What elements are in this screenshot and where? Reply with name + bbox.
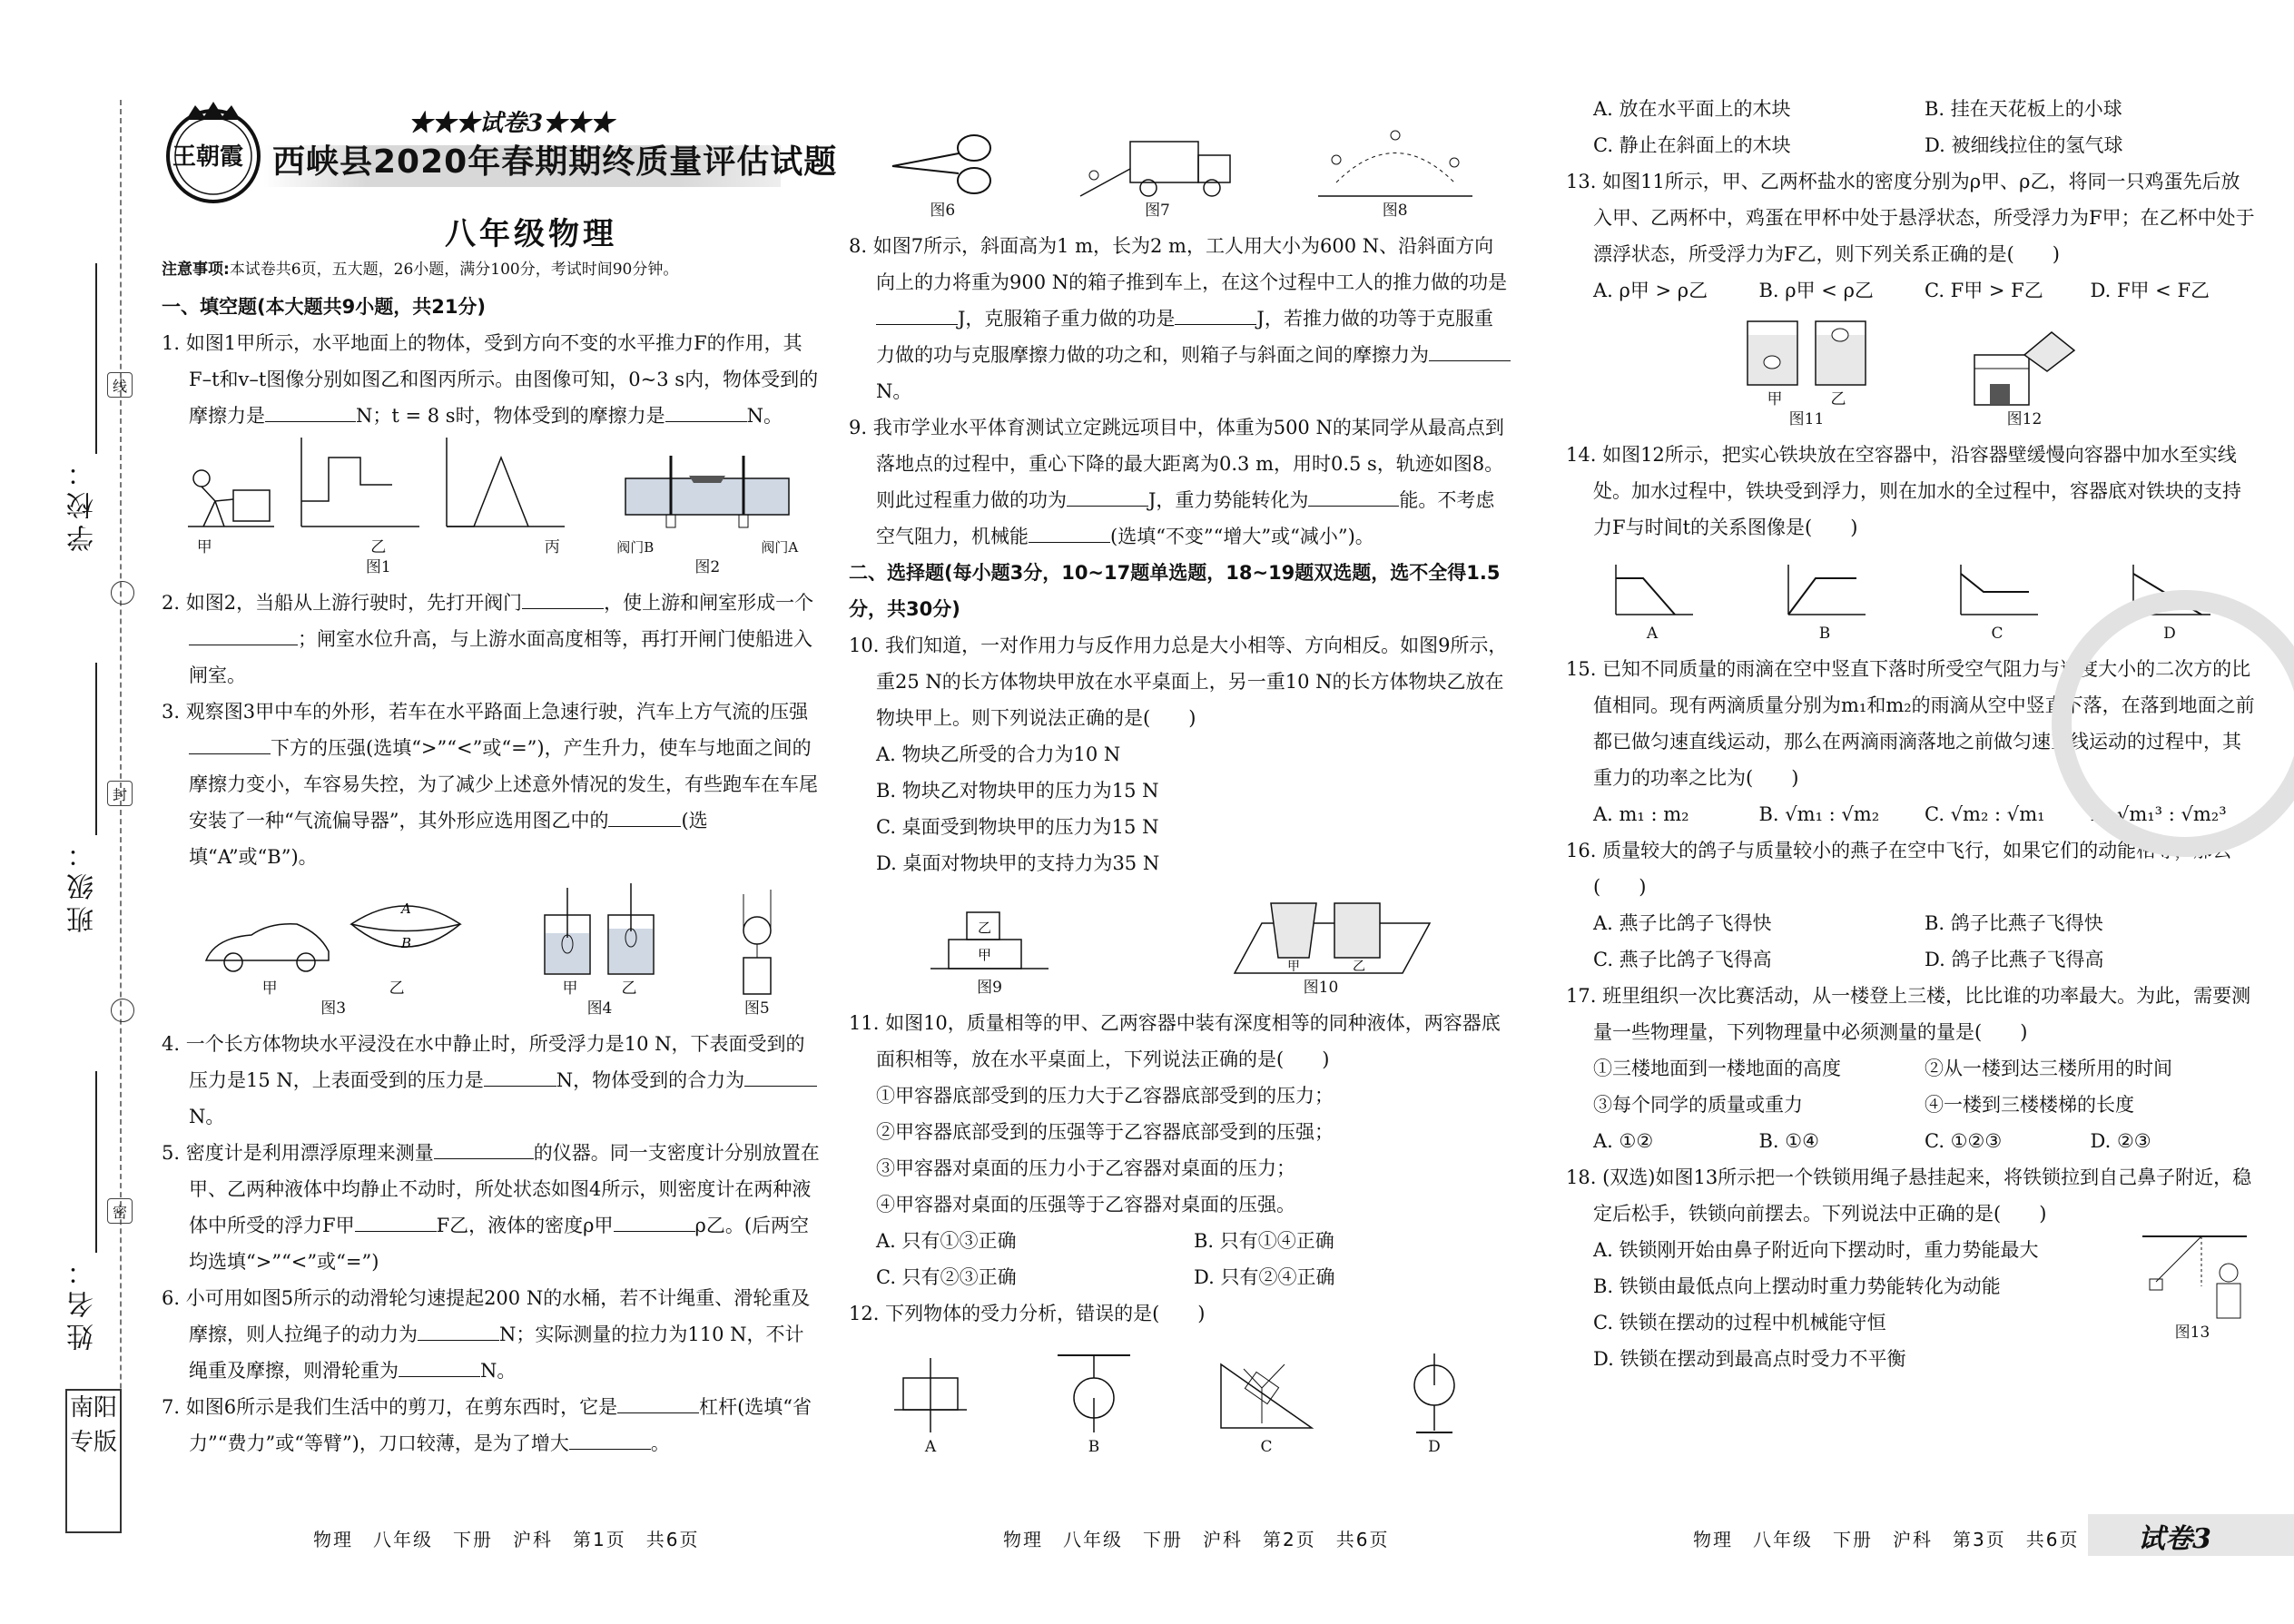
name-label: 姓名： (67, 1253, 99, 1351)
fig4-label-b: 乙 (621, 979, 637, 998)
q9-text-d: (选填“不变”“增大”或“减小”)。 (1110, 526, 1374, 547)
q12-option-b[interactable]: B. 挂在天花板上的小球 (1925, 98, 2122, 120)
fig5-caption: 图5 (743, 999, 770, 1018)
notice (162, 256, 820, 279)
q11-option-c[interactable]: C. 只有②③正确 (876, 1266, 1017, 1288)
q12-options-row1 (1593, 91, 2256, 127)
figure-11 (1743, 317, 1870, 429)
q7-text: 7. 如图6所示是我们生活中的剪刀，在剪东西时，它是 (162, 1396, 618, 1418)
q11-statement-2: ②甲容器底部受到的压强等于乙容器底部受到的压强； (876, 1121, 1334, 1143)
q10-option-a[interactable]: A. 物块乙所受的合力为10 N (876, 743, 1121, 765)
fig1-caption: 图1 (365, 558, 391, 576)
q12-figure-c (1216, 1351, 1316, 1457)
q12-label-d: D (1428, 1438, 1441, 1456)
question-13: 13. 如图11所示，甲、乙两杯盐水的密度分别为ρ甲、ρ乙，将同一只鸡蛋先后放入甲、乙两杯中，鸡蛋在甲杯中处于悬浮状态，所受浮力为F甲；在乙杯中处于漂浮状态，所受浮力为F乙，则下列关系正确的是( ) (1566, 171, 2255, 265)
question-2 (162, 585, 820, 694)
hole-circle (111, 581, 134, 605)
q3-text-b: 下方的压强(选填“>”“<”或“=”)，产生升力，使车与地面之间的摩擦力变小，车容易失控，为了减少上述意外情况的发生，有些跑车在车尾安装了一种“气流偏导器”，其外形应选用图乙中的 (189, 737, 818, 832)
question-12: 12. 下列物体的受力分析，错误的是( ) (849, 1303, 1206, 1324)
fig4-label-a: 甲 (562, 979, 578, 998)
figure-row-9-10 (849, 889, 1511, 998)
q18-option-c[interactable]: C. 铁锁在摆动的过程中机械能守恒 (1593, 1312, 1886, 1334)
q4-text-b: N，物体受到的合力为 (556, 1069, 745, 1091)
q14-graph-c (1952, 560, 2043, 644)
question-17: 17. 班里组织一次比赛活动，从一楼登上三楼，比比谁的功率最大。为此，需要测量一些物理量，下列物理量中必须测量的量是( ) (1566, 985, 2251, 1043)
q11-option-a[interactable]: A. 只有①③正确 (876, 1230, 1017, 1252)
q11-option-b[interactable]: B. 只有①④正确 (1194, 1230, 1334, 1252)
answer-blank[interactable] (744, 1066, 817, 1087)
seal-secret: 密 (107, 1198, 133, 1224)
q7-text-c: 。 (650, 1432, 670, 1454)
question-3 (162, 694, 820, 875)
q16-option-a[interactable]: A. 燕子比鸽子飞得快 (1593, 912, 1772, 934)
q18-option-d[interactable]: D. 铁锁在摆动到最高点时受力不平衡 (1593, 1348, 1906, 1370)
figure-5 (730, 890, 784, 1019)
q16-option-c[interactable]: C. 燕子比鸽子飞得高 (1593, 949, 1772, 970)
fig9-label-a: 甲 (978, 947, 992, 963)
q17-option-d[interactable]: D. ②③ (2090, 1130, 2151, 1152)
q13-options (1593, 272, 2256, 309)
fig9-caption: 图9 (977, 979, 1002, 997)
q15-option-a[interactable]: A. m₁ : m₂ (1593, 803, 1689, 825)
logo-text: 王朝霞 (172, 143, 244, 171)
class-line (95, 663, 97, 835)
fig1-label-a: 甲 (196, 538, 212, 556)
q17-option-a[interactable]: A. ①② (1593, 1130, 1654, 1152)
question-11: 11. 如图10，质量相等的甲、乙两容器中装有深度相等的同种液体，两容器底面积相等，放在水平桌面上，下列说法正确的是( ) (849, 1012, 1501, 1070)
q10-option-c[interactable]: C. 桌面受到物块甲的压力为15 N (876, 816, 1159, 838)
answer-blank[interactable] (617, 1393, 699, 1413)
hole-circle (111, 999, 134, 1022)
answer-blank[interactable] (522, 588, 604, 609)
q10-option-d[interactable]: D. 桌面对物块甲的支持力为35 N (876, 852, 1160, 874)
figure-row-q12 (849, 1339, 1511, 1457)
fig1-label-b: 乙 (370, 538, 387, 556)
q6-text-c: N。 (480, 1360, 517, 1382)
binding-strip (0, 0, 159, 1624)
q17-items-row2 (1593, 1087, 2256, 1123)
q8-text-d: N。 (876, 380, 912, 402)
q14-label-d: D (2163, 625, 2176, 643)
fig10-caption: 图10 (1303, 979, 1339, 997)
answer-blank[interactable] (399, 1356, 480, 1377)
q17-item-2: ②从一楼到达三楼所用的时间 (1925, 1058, 2172, 1079)
fig2-gate-a: 阀门A (761, 539, 799, 556)
figure-1 (183, 428, 574, 577)
q17-options (1593, 1123, 2256, 1159)
q9-text-c: 能。不考虑空气阻力，机械能 (876, 489, 1495, 547)
fig11-label-a: 甲 (1767, 390, 1783, 408)
question-16: 16. 质量较大的鸽子与质量较小的燕子在空中飞行，如果它们的动能相等，那么( ) (1566, 840, 2232, 898)
figure-4 (540, 879, 658, 1019)
name-line (95, 1071, 97, 1253)
notice-text: 本试卷共6页，五大题，26小题，满分100分，考试时间90分钟。 (229, 261, 679, 279)
q14-graph-a (1607, 560, 1698, 644)
q12-figure-b (1053, 1351, 1135, 1457)
answer-blank[interactable] (1175, 304, 1256, 325)
q16-options-row1 (1593, 905, 2256, 941)
q5-text-d: ρ乙。(后两空均选填“>”“<”或“=”) (189, 1215, 810, 1273)
fig4-caption: 图4 (586, 999, 613, 1018)
corner-badge-text: 试卷3 (2138, 1523, 2211, 1555)
answer-blank[interactable] (665, 401, 747, 422)
answer-blank[interactable] (1067, 486, 1148, 507)
fig6-caption: 图6 (930, 202, 956, 220)
paper-badge: ★★★试卷3★★★ (409, 110, 615, 137)
fig10-label-a: 甲 (1287, 960, 1300, 974)
answer-blank[interactable] (265, 401, 356, 422)
school-label: 学校： (67, 454, 99, 552)
q12-label-c: C (1260, 1438, 1273, 1456)
q6-text-b: N；实际测量的拉力为110 N，不计绳重及摩擦，则滑轮重为 (189, 1324, 804, 1382)
q17-option-c[interactable]: C. ①②③ (1925, 1130, 2003, 1152)
figure-9 (926, 905, 1053, 998)
column-1 (162, 289, 820, 1462)
q12-figure-a (890, 1351, 971, 1457)
q18-body (1566, 1232, 2256, 1377)
q16-options-row2 (1593, 941, 2256, 978)
figure-12 (1970, 328, 2079, 429)
answer-blank[interactable] (1029, 522, 1110, 543)
q12-label-b: B (1088, 1438, 1100, 1456)
question-18: 18. (双选)如图13所示把一个铁锁用绳子悬挂起来，将铁锁拉到自己鼻子附近，稳定后松手，铁锁向前摆去。下列说法中正确的是( ) (1566, 1166, 2252, 1225)
figure-6 (888, 128, 997, 221)
question-10: 10. 我们知道，一对作用力与反作用力总是大小相等、方向相反。如图9所示，重25 N的长方体物块甲放在水平桌面上，另一重10 N的长方体物块乙放在物块甲上。则下列说法正确的是( ) (849, 635, 1508, 729)
question-4 (162, 1026, 820, 1135)
q8-text-c: J，若推力做的功等于克服重力做的功与克服摩擦力做的功之和，则箱子与斜面之间的摩擦力为 (876, 308, 1493, 366)
answer-blank[interactable] (876, 304, 958, 325)
fig3-label-a: 甲 (261, 979, 278, 998)
q12-label-a: A (924, 1438, 937, 1456)
q15-option-c[interactable]: C. √m₂ : √m₁ (1925, 803, 2045, 825)
figure-row-1-2 (162, 441, 820, 577)
fig2-caption: 图2 (694, 558, 721, 576)
figure-row-11-12 (1566, 316, 2256, 429)
answer-blank[interactable] (569, 1429, 651, 1450)
fig9-label-b: 乙 (978, 920, 992, 936)
q2-text-c: ；闸室水位升高，与上游水面高度相等，再打开闸门使船进入闸室。 (189, 628, 812, 686)
q18-option-b[interactable]: B. 铁锁由最低点向上摆动时重力势能转化为动能 (1593, 1275, 2001, 1297)
q1-text-c: N。 (746, 405, 783, 427)
q17-item-1: ①三楼地面到一楼地面的高度 (1593, 1058, 1841, 1079)
figure-row-3-5 (162, 882, 820, 1019)
q11-options-row1 (876, 1223, 1511, 1259)
question-8 (849, 228, 1511, 409)
question-5 (162, 1135, 820, 1280)
seal-line: 线 (107, 372, 133, 398)
q5-text-c: F乙，液体的密度ρ甲 (436, 1215, 614, 1236)
region-tag: 南阳专版 (65, 1389, 122, 1533)
answer-blank[interactable] (1429, 340, 1511, 361)
q13-option-c[interactable]: C. F甲 > F乙 (1925, 280, 2043, 301)
q17-item-4: ④一楼到三楼楼梯的长度 (1925, 1094, 2134, 1116)
q14-label-c: C (1991, 625, 2004, 643)
q17-option-b[interactable]: B. ①④ (1758, 1130, 1819, 1152)
q14-graph-b (1779, 560, 1870, 644)
seal-seal: 封 (107, 781, 133, 806)
answer-blank[interactable] (355, 1211, 437, 1232)
footer-page-3: 物理 八年级 下册 沪科 第3页 共6页 (1693, 1529, 2080, 1550)
answer-blank[interactable] (608, 806, 681, 827)
answer-blank[interactable] (1308, 486, 1399, 507)
q5-text: 5. 密度计是利用漂浮原理来测量 (162, 1142, 434, 1164)
q9-text-b: J，重力势能转化为 (1148, 489, 1309, 511)
q17-item-3: ③每个同学的质量或重力 (1593, 1094, 1803, 1116)
school-line (95, 263, 97, 454)
figure-10 (1207, 896, 1434, 998)
exam-title: 西峡县2020年春期期终质量评估试题 (272, 143, 838, 181)
answer-blank[interactable] (418, 1320, 499, 1341)
figure-2 (616, 438, 798, 577)
figure-7 (1076, 128, 1239, 221)
q8-text-b: J，克服箱子重力做的功是 (958, 308, 1176, 330)
figure-3 (197, 888, 469, 1019)
q4-text-c: N。 (189, 1106, 225, 1127)
q4-text: 4. 一个长方体物块水平浸没在水中静止时，所受浮力是10 N，下表面受到的压力是15 N，上表面受到的压力是 (162, 1033, 805, 1091)
q18-option-a[interactable]: A. 铁锁刚开始由鼻子附近向下摆动时，重力势能最大 (1593, 1239, 2039, 1261)
figure-8 (1318, 128, 1472, 221)
question-14: 14. 如图12所示，把实心铁块放在空容器中，沿容器壁缓慢向容器中加水至实线处。加水过程中，铁块受到浮力，则在加水的全过程中，容器底对铁块的支持力F与时间t的关系图像是( ) (1566, 444, 2241, 538)
figure-row-6-8 (849, 107, 1511, 221)
question-7 (162, 1389, 820, 1462)
q12-option-d[interactable]: D. 被细线拉住的氢气球 (1925, 134, 2123, 156)
q13-option-b[interactable]: B. ρ甲 < ρ乙 (1758, 280, 1874, 301)
q7-text-b: 杠杆(选填“省力”“费力”或“等臂”)，刀口较薄，是为了增大 (189, 1396, 812, 1454)
answer-blank[interactable] (189, 733, 271, 754)
q13-option-d[interactable]: D. F甲 < F乙 (2090, 280, 2210, 301)
svg-text:B: B (401, 935, 412, 951)
fig8-caption: 图8 (1382, 202, 1408, 220)
q14-label-b: B (1818, 625, 1831, 643)
subject-title: 八年级物理 (445, 216, 617, 252)
question-9 (849, 409, 1511, 555)
q11-option-d[interactable]: D. 只有②④正确 (1194, 1266, 1335, 1288)
q14-label-a: A (1646, 625, 1659, 643)
fig11-caption: 图11 (1788, 410, 1825, 428)
svg-text:A: A (401, 901, 411, 917)
fig7-caption: 图7 (1145, 202, 1170, 220)
q12-options-row2 (1593, 127, 2256, 163)
footer-page-2: 物理 八年级 下册 沪科 第2页 共6页 (1003, 1529, 1390, 1550)
q11-options-row2 (876, 1259, 1511, 1295)
figure-13 (2129, 1232, 2256, 1343)
answer-blank[interactable] (484, 1066, 556, 1087)
fig11-label-b: 乙 (1830, 390, 1846, 408)
answer-blank[interactable] (189, 625, 298, 645)
q11-statement-1: ①甲容器底部受到的压力大于乙容器底部受到的压力； (876, 1085, 1334, 1107)
q6-text: 6. 小可用如图5所示的动滑轮匀速提起200 N的水桶，若不计绳重、滑轮重及摩擦，则人拉绳子的动力为 (162, 1287, 811, 1345)
question-1 (162, 325, 820, 434)
q1-text-b: N；t = 8 s时，物体受到的摩擦力是 (356, 405, 665, 427)
answer-blank[interactable] (434, 1138, 534, 1159)
answer-blank[interactable] (614, 1211, 695, 1232)
fig3-label-b: 乙 (389, 979, 405, 998)
q15-option-d[interactable]: D. √m₁³ : √m₂³ (2090, 803, 2227, 825)
q12-option-c[interactable]: C. 静止在斜面上的木块 (1593, 134, 1791, 156)
q12-option-a[interactable]: A. 放在水平面上的木块 (1593, 98, 1791, 120)
section-choice: 二、选择题(每小题3分，10~17题单选题，18~19题双选题，选不全得1.5分，共30分) (849, 562, 1501, 620)
fig12-caption: 图12 (2006, 410, 2043, 428)
q5-text-b: 的仪器。同一支密度计分别放置在甲、乙两种液体中均静止不动时，所处状态如图4所示，则密度计在两种液体中所受的浮力F甲 (189, 1142, 820, 1236)
q13-option-a[interactable]: A. ρ甲 > ρ乙 (1593, 280, 1708, 301)
notice-label: 注意事项: (162, 261, 230, 279)
q15-option-b[interactable]: B. √m₁ : √m₂ (1758, 803, 1880, 825)
q10-option-b[interactable]: B. 物块乙对物块甲的压力为15 N (876, 780, 1159, 802)
class-label: 班级： (67, 835, 99, 933)
q17-items-row1 (1593, 1050, 2256, 1087)
q16-option-b[interactable]: B. 鸽子比燕子飞得快 (1925, 912, 2103, 934)
q3-text: 3. 观察图3甲中车的外形，若车在水平路面上急速行驶，汽车上方气流的压强 (162, 701, 809, 723)
q9-text: 9. 我市学业水平体育测试立定跳远项目中，体重为500 N的某同学从最高点到落地点的过程中，重心下降的最大距离为0.3 m，用时0.5 s，轨迹如图8。则此过程重力做的功为 (849, 417, 1504, 511)
footer-page-1: 物理 八年级 下册 沪科 第1页 共6页 (313, 1529, 700, 1550)
section-fill-blank: 一、填空题(本大题共9小题，共21分) (162, 296, 487, 318)
fig2-gate-b: 阀门B (616, 539, 655, 556)
fig13-caption: 图13 (2174, 1324, 2210, 1342)
q1-text: 1. 如图1甲所示，水平地面上的物体，受到方向不变的水平推力F的作用，其F–t和v–t图像分别如图乙和图丙所示。由图像可知，0~3 s内，物体受到的摩擦力是 (162, 332, 819, 427)
q8-text: 8. 如图7所示，斜面高为1 m，长为2 m，工人用大小为600 N、沿斜面方向向上的力将重为900 N的箱子推到车上，在这个过程中工人的推力做的功是 (849, 235, 1508, 293)
q11-statement-3: ③甲容器对桌面的压力小于乙容器对桌面的压力； (876, 1157, 1295, 1179)
q16-option-d[interactable]: D. 鸽子比燕子飞得高 (1925, 949, 2104, 970)
q2-text-b: ，使上游和闸室形成一个 (604, 592, 814, 614)
fig1-label-c: 丙 (544, 538, 560, 556)
q11-statement-4: ④甲容器对桌面的压强等于乙容器对桌面的压强。 (876, 1194, 1295, 1216)
fig10-label-b: 乙 (1353, 960, 1365, 974)
column-2 (849, 100, 1511, 1464)
q3-text-c: (选填“A”或“B”)。 (189, 810, 708, 868)
question-6 (162, 1280, 820, 1389)
question-15: 15. 已知不同质量的雨滴在空中竖直下落时所受空气阻力与速度大小的二次方的比值相同。现有两滴质量分别为m₁和m₂的雨滴从空中竖直下落，在落到地面之前都已做匀速直线运动，那么在两滴雨滴落地之前做匀速直线运动的过程中，其重力的功率之比为( ) (1566, 658, 2255, 789)
q2-text: 2. 如图2，当船从上游行驶时，先打开阀门 (162, 592, 523, 614)
fig3-caption: 图3 (320, 999, 347, 1018)
q12-figure-d (1398, 1351, 1471, 1457)
logo (159, 100, 268, 209)
